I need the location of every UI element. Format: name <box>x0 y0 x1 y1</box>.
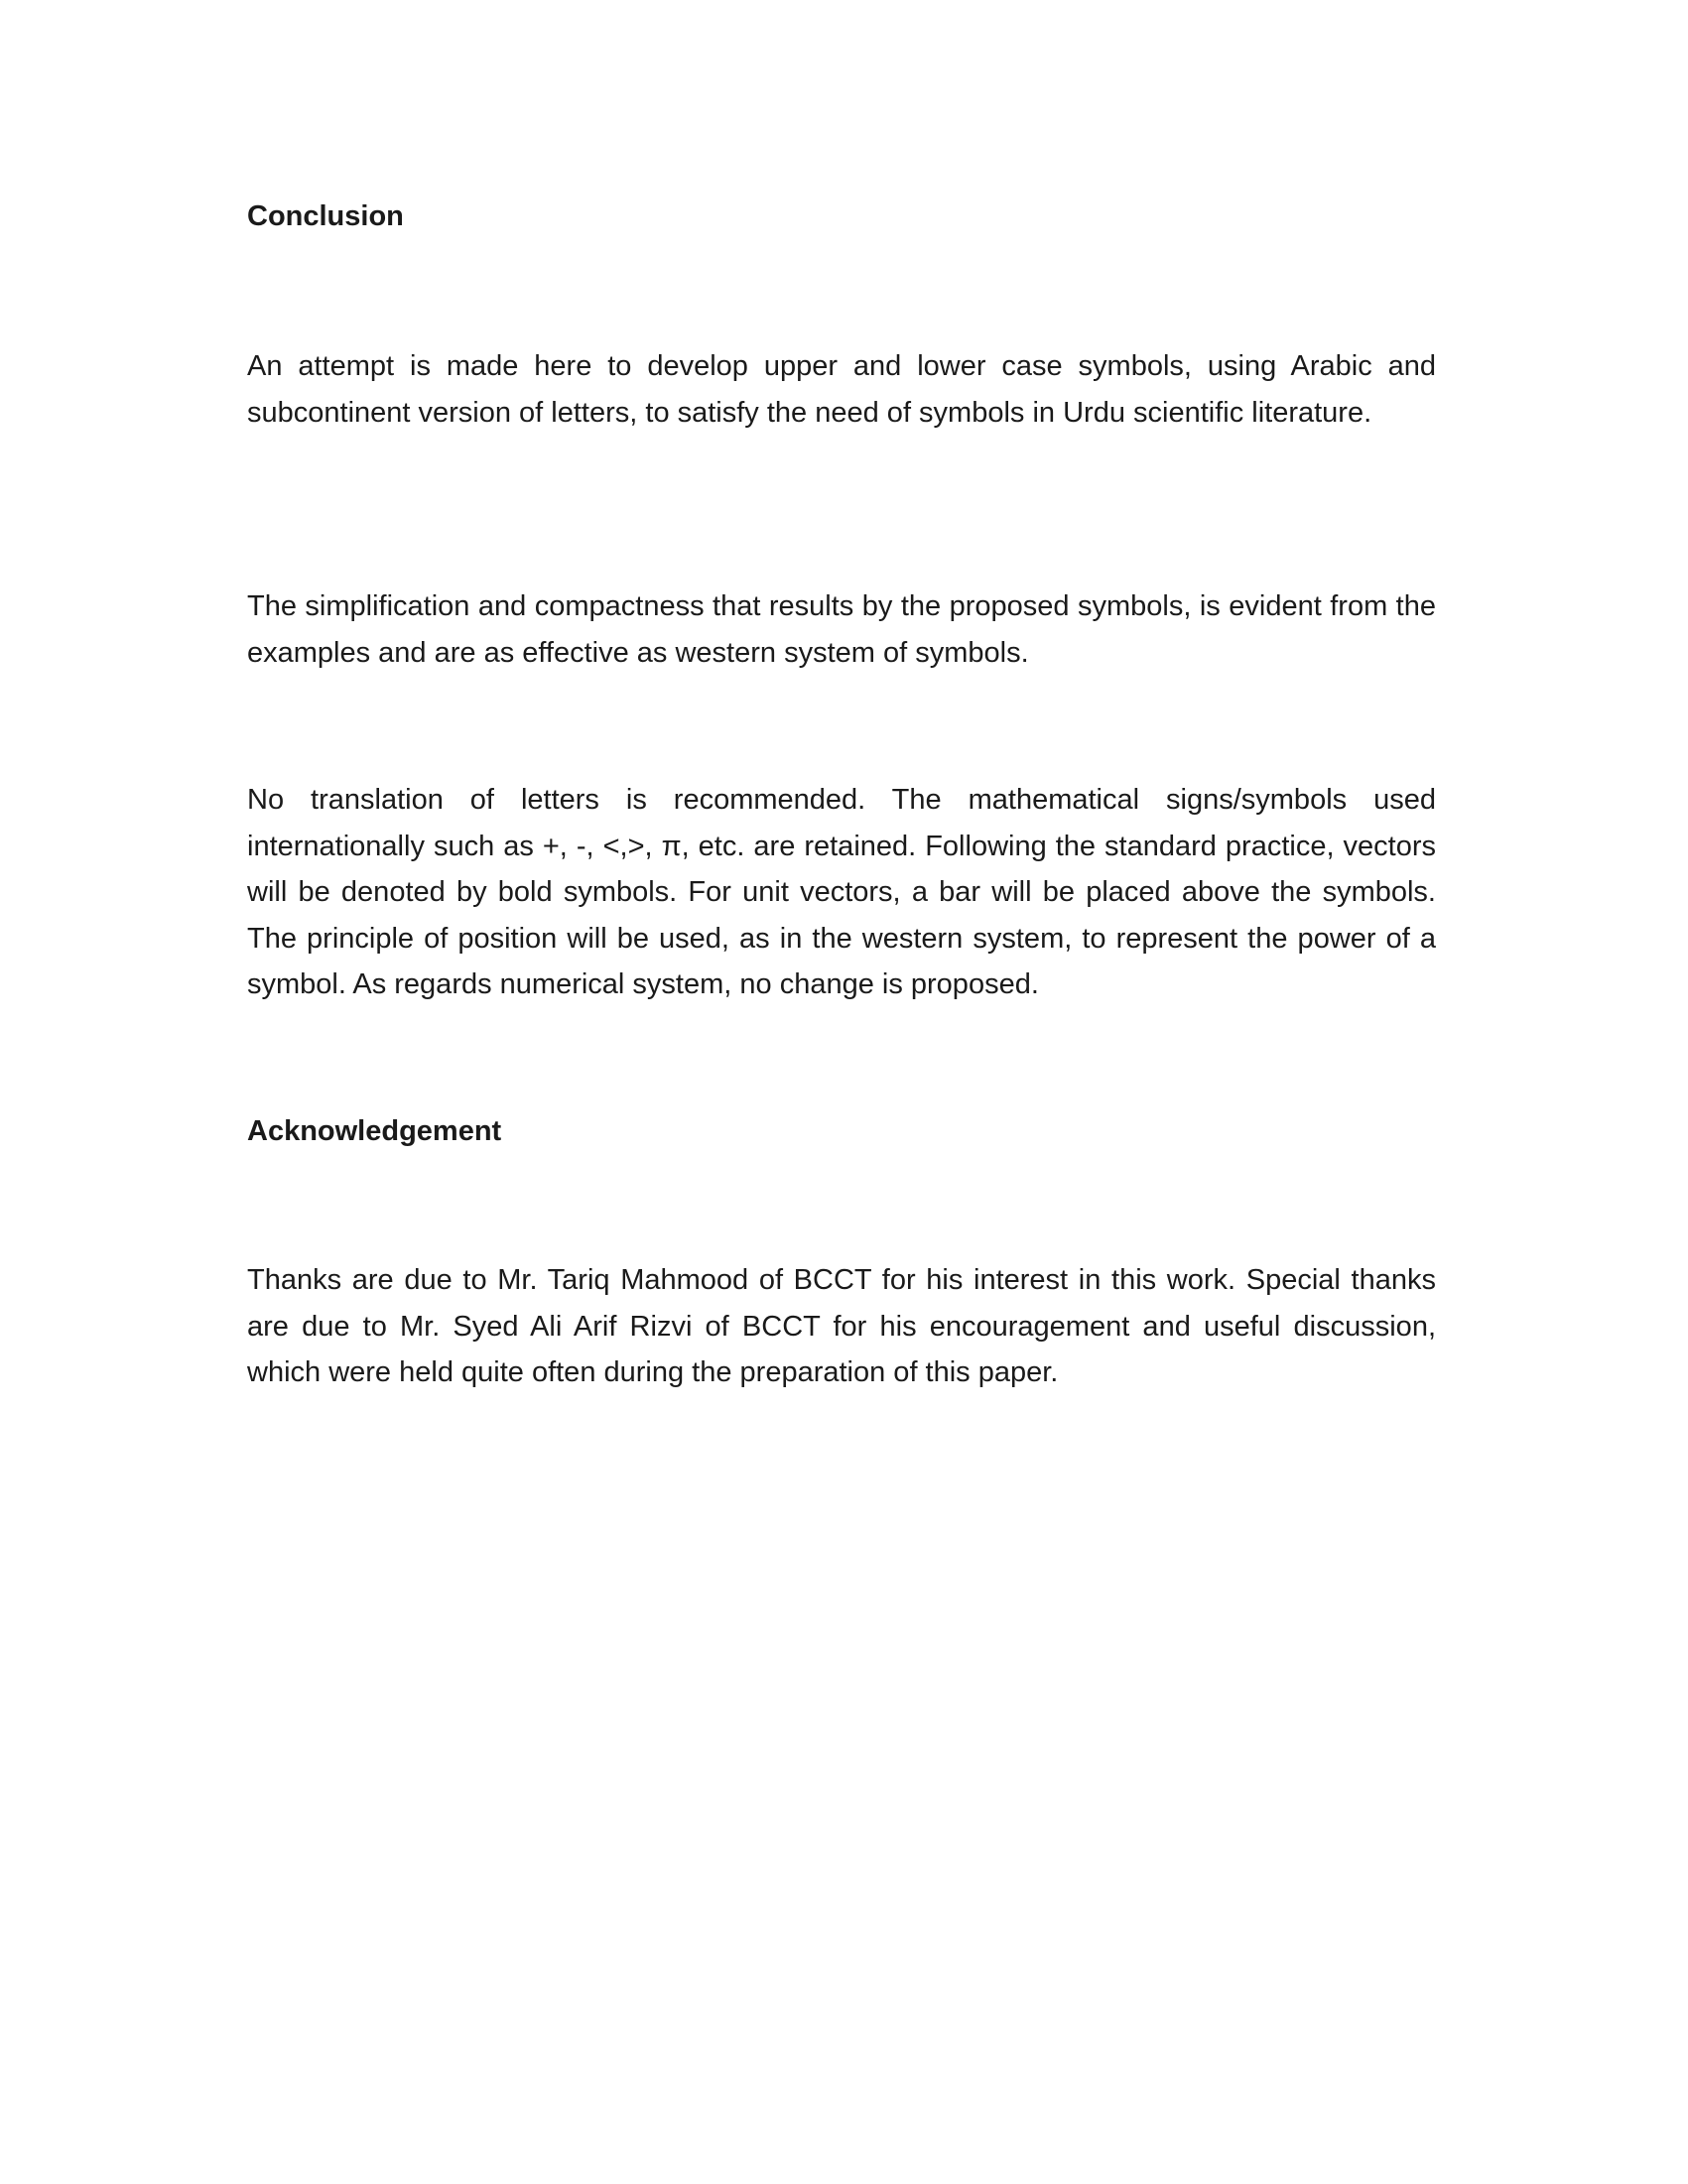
acknowledgement-paragraph: Thanks are due to Mr. Tariq Mahmood of BCCT for his interest in this work. Special thanks are due to Mr. Syed Ali Arif Rizvi of BCCT for his encouragement and useful discussion, which were held quite often during the preparation of this paper. <box>247 1264 1436 1388</box>
section-heading-conclusion: Conclusion <box>247 200 404 232</box>
conclusion-paragraph-3: No translation of letters is recommended. The mathematical signs/symbols used internationally such as +, -, <,>, π, etc. are retained. Following the standard practice, vectors will be denoted by bold symbols. For unit vectors, a bar will be placed above the symbols. The principle of position will be used, as in the western system, to represent the power of a symbol. As regards numerical system, no change is proposed. <box>247 784 1436 1000</box>
section-heading-acknowledgement: Acknowledgement <box>247 1115 502 1147</box>
conclusion-paragraph-2: The simplification and compactness that results by the proposed symbols, is evident from the examples and are as effective as western system of symbols. <box>247 590 1436 669</box>
conclusion-paragraph-1: An attempt is made here to develop upper and lower case symbols, using Arabic and subcontinent version of letters, to satisfy the need of symbols in Urdu scientific literature. <box>247 350 1436 429</box>
